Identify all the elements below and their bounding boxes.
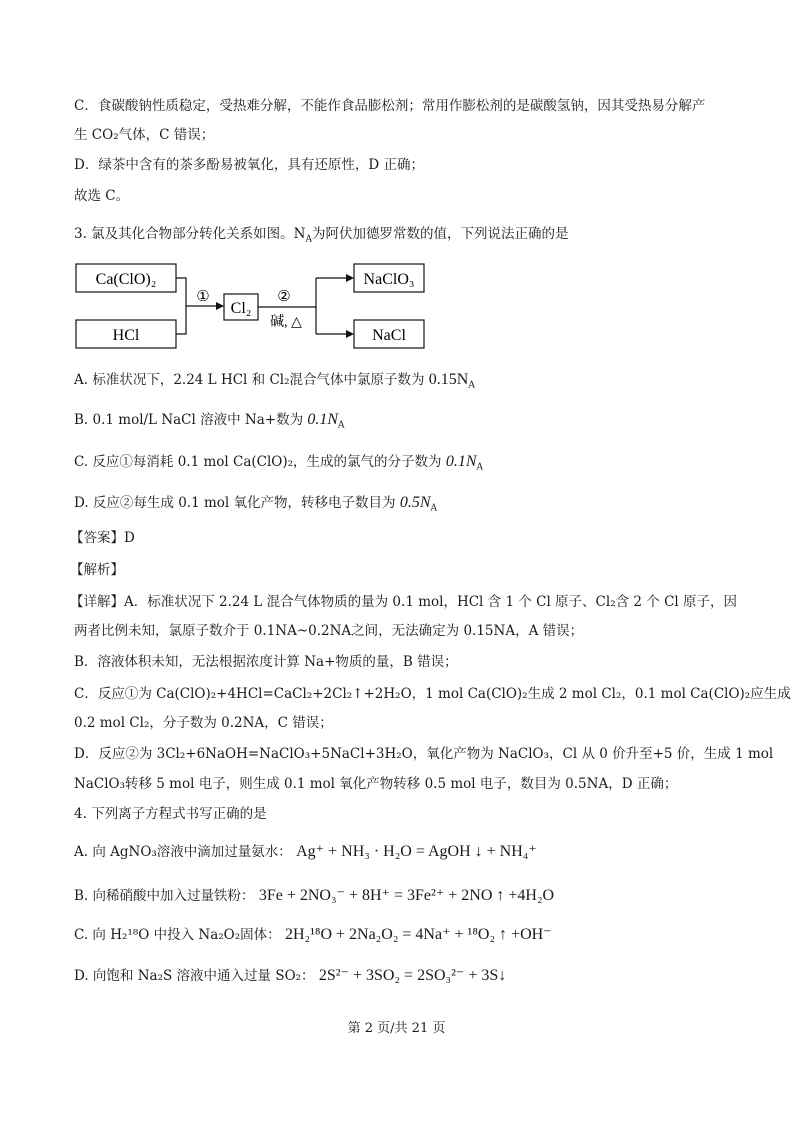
q4-option-b-equation: 3Fe + 2NO₃⁻ + 8H⁺ = 3Fe²⁺ + 2NO ↑ +4H₂O: [258, 887, 555, 904]
conversion-diagram: [0, 258, 793, 358]
q4-option-a-text: A. 向 AgNO₃溶液中滴加过量氨水：: [74, 844, 292, 860]
box-nacl-label: NaCl: [372, 327, 406, 344]
q4-option-c-text: C. 向 H₂¹⁸O 中投入 Na₂O₂固体：: [74, 927, 281, 943]
q4-option-b: [74, 886, 554, 906]
q4-option-a-equation: Ag⁺ + NH₃ · H₂O = AgOH ↓ + NH₄⁺: [296, 843, 537, 860]
detail-line-3: B．溶液体积未知，无法根据浓度计算 Na+物质的量，B 错误；: [74, 654, 458, 670]
q3-option-d: D. 反应②每生成 0.1 mol 氧化产物，转移电子数目为 $0.5N_A$: [74, 494, 437, 514]
option-c-line2: 生 CO₂气体，C 错误；: [74, 127, 215, 143]
na-subscript: A: [305, 234, 312, 245]
detail-line-7: NaClO₃转移 5 mol 电子，则生成 0.1 mol 氧化产物转移 0.5 mol 电子，数目为 0.5NA，D 正确；: [74, 776, 678, 792]
reaction-2-label: ②: [277, 289, 291, 305]
q3-option-b: B. 0.1 mol/L NaCl 溶液中 Na+数为 $0.1N_A$: [74, 411, 345, 431]
question-3-text: 3. 氯及其化合物部分转化关系如图。N: [74, 226, 306, 242]
q3-option-c: C. 反应①每消耗 0.1 mol Ca(ClO)₂，生成的氯气的分子数为 $0.1N_A$: [74, 453, 484, 473]
q4-option-b-text: B. 向稀硝酸中加入过量铁粉：: [74, 888, 255, 904]
condition-label: 碱, △: [270, 315, 302, 330]
option-c-line1: C．食碳酸钠性质稳定，受热难分解，不能作食品膨松剂；常用作膨松剂的是碳酸氢钠，因其受热易分解产: [74, 98, 706, 114]
reaction-1-label: ①: [196, 289, 210, 305]
question-3-rest: 为阿伏加德罗常数的值，下列说法正确的是: [311, 226, 569, 242]
detail-line-6: D．反应②为 3Cl₂+6NaOH=NaClO₃+5NaCl+3H₂O，氧化产物为 NaClO₃，Cl 从 0 价升至+5 价，生成 1 mol: [74, 746, 774, 762]
q3-option-c-value: 0.1N: [445, 453, 477, 470]
q4-option-c-equation: 2H₂¹⁸O + 2Na₂O₂ = 4Na⁺ + ¹⁸O₂ ↑ +OH⁻: [284, 926, 552, 943]
q3-option-b-text: B. 0.1 mol/L NaCl 溶液中 Na+数为: [74, 412, 304, 428]
q3-option-d-value: 0.5N: [399, 494, 431, 511]
q3-option-b-value: 0.1N: [307, 411, 339, 428]
q3-option-a-value: 0.15N: [428, 371, 469, 388]
analysis-heading: 【解析】: [70, 562, 124, 578]
q4-option-d-equation: 2S²⁻ + 3SO₂ = 2SO₃²⁻ + 3S↓: [318, 967, 507, 984]
box-naclo3-label: NaClO₃: [363, 271, 415, 288]
q3-option-a-text: A. 标准状况下，2.24 L HCl 和 Cl₂混合气体中氯原子数为: [74, 372, 425, 388]
question-3: [74, 224, 568, 250]
q4-option-d-text: D. 向饱和 Na₂S 溶液中通入过量 SO₂：: [74, 968, 315, 984]
q4-option-d: [74, 966, 506, 986]
box-caclo2-label: Ca(ClO)₂: [95, 271, 157, 288]
choose-line: 故选 C。: [74, 188, 130, 204]
answer-line: 【答案】D: [70, 530, 135, 546]
q3-option-d-text: D. 反应②每生成 0.1 mol 氧化产物，转移电子数目为: [74, 495, 396, 511]
detail-line-4: C．反应①为 Ca(ClO)₂+4HCl=CaCl₂+2Cl₂↑+2H₂O，1 mol Ca(ClO)₂生成 2 mol Cl₂，0.1 mol Ca(ClO)₂应生成: [74, 686, 791, 702]
detail-line-2: 两者比例未知，氯原子数介于 0.1NA~0.2NA之间，无法确定为 0.15NA，A 错误；: [74, 623, 584, 639]
q3-option-c-text: C. 反应①每消耗 0.1 mol Ca(ClO)₂，生成的氯气的分子数为: [74, 454, 442, 470]
box-cl2-label: Cl₂: [230, 300, 252, 317]
q4-option-a: [74, 842, 537, 862]
detail-line-5: 0.2 mol Cl₂，分子数为 0.2NA，C 错误；: [74, 715, 333, 731]
option-d-line: D．绿茶中含有的茶多酚易被氧化，具有还原性，D 正确；: [74, 157, 424, 173]
box-hcl-label: HCl: [112, 327, 140, 344]
question-4: 4. 下列离子方程式书写正确的是: [74, 806, 267, 822]
q4-option-c: [74, 925, 552, 945]
q3-option-a: A. 标准状况下，2.24 L HCl 和 Cl₂混合气体中氯原子数为 $0.15N_A$: [74, 371, 475, 391]
detail-line-1: 【详解】A．标准状况下 2.24 L 混合气体物质的量为 0.1 mol，HCl 含 1 个 Cl 原子、Cl₂含 2 个 Cl 原子，因: [70, 594, 738, 610]
page-footer: 第 2 页/共 21 页: [347, 1021, 446, 1036]
